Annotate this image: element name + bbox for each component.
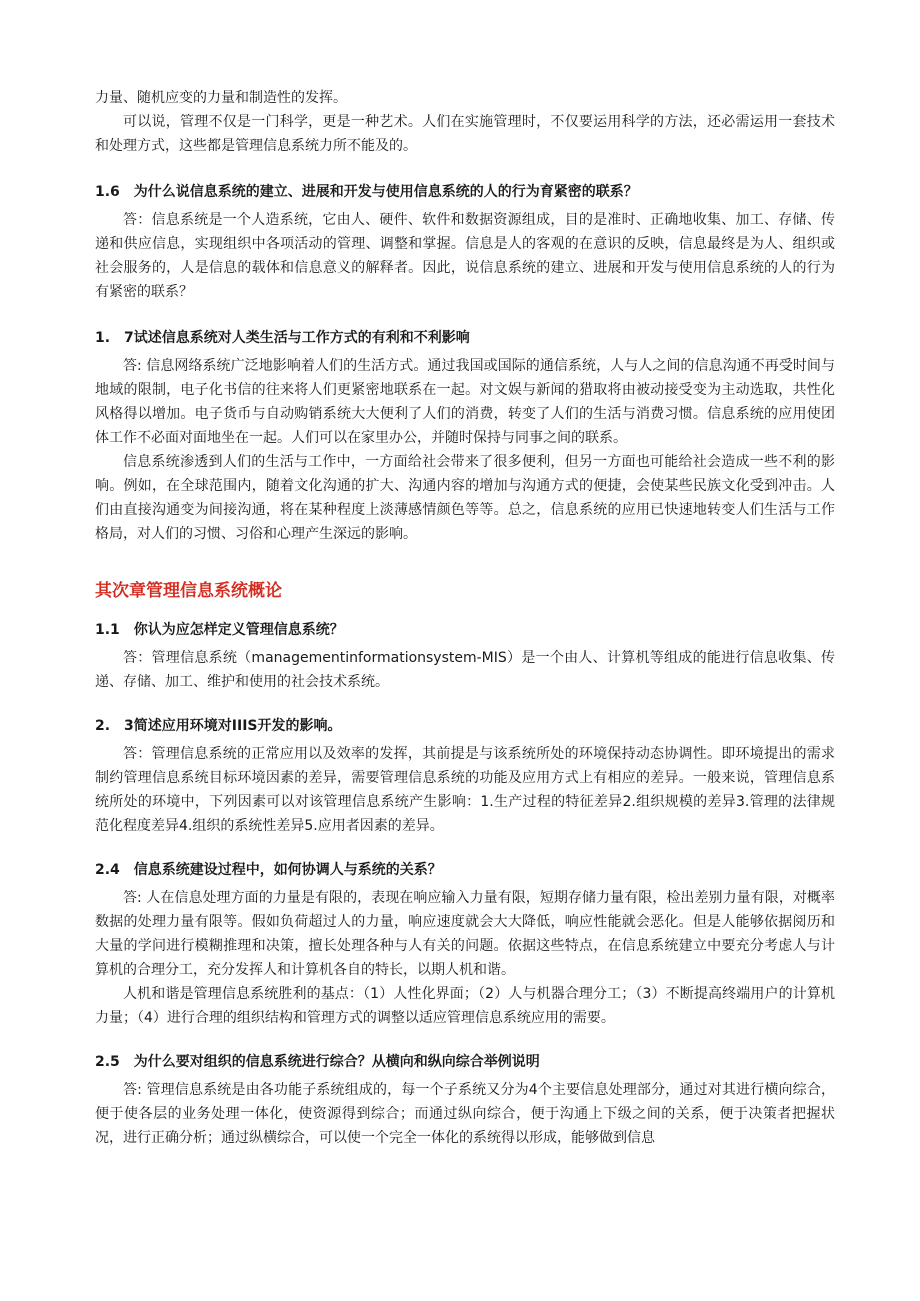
answer-paragraph: 答：管理信息系统（managementinformationsystem-MIS）是一个由人、计算机等组成的能进行信息收集、传递、存储、加工、维护和使用的社会技术系统。 <box>95 650 835 690</box>
document-page <box>95 86 835 1150</box>
paragraph: 可以说，管理不仅是一门科学，更是一种艺术。人们在实施管理时，不仅要运用科学的方法，还必需运用一套技术和处理方式，这些都是管理信息系统力所不能及的。 <box>95 114 835 154</box>
question-heading: 2.5 为什么要对组织的信息系统进行综合？从横向和纵向综合举例说明 <box>95 1054 540 1070</box>
answer-paragraph: 信息系统渗透到人们的生活与工作中，一方面给社会带来了很多便利，但另一方面也可能给社会造成一些不利的影响。例如，在全球范围内，随着文化沟通的扩大、沟通内容的增加与沟通方式的便捷，会使某些民族文化受到冲击。人们由直接沟通变为间接沟通，将在某种程度上淡薄感情颜色等等。总之，信息系统的应用已快速地转变人们生活与工作格局，对人们的习惯、习俗和心理产生深远的影响。 <box>95 454 835 542</box>
chapter-title: 其次章管理信息系统概论 <box>95 581 282 601</box>
question-heading: 2.4 信息系统建设过程中，如何协调人与系统的关系？ <box>95 862 442 878</box>
answer-paragraph: 答: 管理信息系统是由各功能子系统组成的，每一个子系统又分为4个主要信息处理部分，通过对其进行横向综合，便于使各层的业务处理一体化，使资源得到综合；而通过纵向综合，便于沟通上下级之间的关系，便于决策者把握状况，进行正确分析；通过纵横综合，可以使一个完全一体化的系统得以形成，能够做到信息 <box>95 1082 835 1146</box>
answer-paragraph: 答: 信息网络系统广泛地影响着人们的生活方式。通过我国或国际的通信系统，人与人之间的信息沟通不再受时间与地域的限制，电子化书信的往来将人们更紧密地联系在一起。对文娱与新闻的猎取将由被动接受变为主动选取，共性化风格得以增加。电子货币与自动购销系统大大便利了人们的消费，转变了人们的生活与消费习惯。信息系统的应用使团体工作不必面对面地坐在一起。人们可以在家里办公，并随时保持与同事之间的联系。 <box>95 358 835 446</box>
question-heading: 1.1 你认为应怎样定义管理信息系统？ <box>95 622 344 638</box>
paragraph: 力量、随机应变的力量和制造性的发挥。 <box>95 90 347 106</box>
answer-paragraph: 答：信息系统是一个人造系统，它由人、硬件、软件和数据资源组成，目的是准时、正确地收集、加工、存储、传递和供应信息，实现组织中各项活动的管理、调整和掌握。信息是人的客观的在意识的反映，信息最终是为人、组织或社会服务的，人是信息的载体和信息意义的解释者。因此，说信息系统的建立、进展和开发与使用信息系统的人的行为有紧密的联系？ <box>95 212 835 300</box>
question-heading: 1.6 为什么说信息系统的建立、进展和开发与使用信息系统的人的行为育紧密的联系？ <box>95 184 638 200</box>
answer-paragraph: 答: 人在信息处理方面的力量是有限的，表现在响应输入力量有限，短期存储力量有限，检出差别力量有限，对概率数据的处理力量有限等。假如负荷超过人的力量，响应速度就会大大降低，响应性能就会恶化。但是人能够依据阅历和大量的学问进行模糊推理和决策，擅长处理各种与人有关的问题。依据这些特点，在信息系统建立中要充分考虑人与计算机的合理分工，充分发挥人和计算机各自的特长，以期人机和谐。 <box>95 890 835 978</box>
question-heading: 2. 3简述应用环境对IIIS开发的影响。 <box>95 718 342 734</box>
answer-paragraph: 答：管理信息系统的正常应用以及效率的发挥，其前提是与该系统所处的环境保持动态协调性。即环境提出的需求制约管理信息系统目标环境因素的差异，需要管理信息系统的功能及应用方式上有相应的差异。一般来说，管理信息系统所处的环境中，下列因素可以对该管理信息系统产生影响：1.生产过程的特征差异2.组织规模的差异3.管理的法律规范化程度差异4.组织的系统性差异5.应用者因素的差异。 <box>95 746 835 834</box>
question-heading: 1. 7试述信息系统对人类生活与工作方式的有利和不利影响 <box>95 330 470 346</box>
answer-paragraph: 人机和谐是管理信息系统胜利的基点：（1）人性化界面；（2）人与机器合理分工；（3）不断提高终端用户的计算机力量；（4）进行合理的组织结构和管理方式的调整以适应管理信息系统应用的需要。 <box>95 986 835 1026</box>
